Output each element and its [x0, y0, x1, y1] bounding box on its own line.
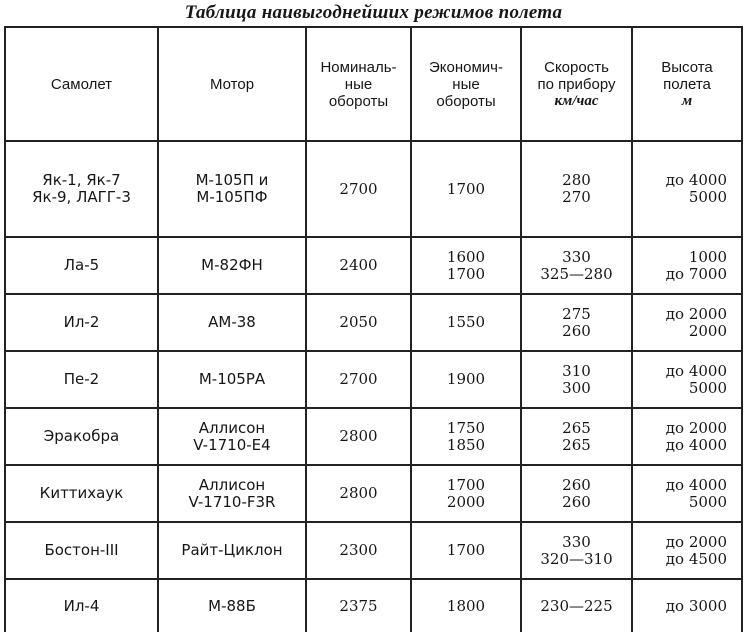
cell-line: 330 — [562, 532, 591, 551]
header-economic-rpm — [411, 27, 521, 141]
cell-line: 2375 — [339, 596, 378, 615]
cell-line: V-1710-F3R — [188, 492, 276, 511]
cell-line: 320—310 — [540, 549, 613, 568]
cell-line: V-1710-Е4 — [193, 435, 271, 454]
cell-line: Бостон-III — [44, 541, 119, 559]
cell-speed — [521, 351, 632, 408]
cell-line: 1750 — [446, 418, 486, 437]
table-row — [5, 351, 742, 408]
cell-line: 1600 — [446, 247, 486, 266]
header-speed-line: по прибору — [537, 75, 616, 93]
header-economic-line: обороты — [436, 92, 496, 110]
cell-line: Аллисон — [198, 475, 266, 494]
cell-line: Як-9, ЛАГГ-3 — [32, 188, 131, 206]
cell-motor — [158, 465, 306, 522]
cell-nominal — [306, 294, 411, 351]
cell-line: М-88Б — [208, 596, 256, 615]
cell-nominal — [306, 141, 411, 237]
header-nominal-line: ные — [344, 75, 373, 93]
cell-line: М-82ФН — [201, 256, 263, 274]
header-nominal-line: Номиналь- — [320, 58, 397, 76]
header-economic-line: Экономич- — [429, 58, 503, 76]
cell-line: 2000 — [446, 492, 486, 511]
table-row — [5, 408, 742, 465]
cell-line: 2800 — [339, 427, 378, 445]
cell-line: Як-1, Як-7 — [42, 171, 121, 189]
cell-economic — [411, 141, 521, 237]
cell-line: 1900 — [446, 370, 486, 388]
header-plane-label: Самолет — [50, 75, 113, 93]
cell-line: 1700 — [446, 179, 486, 198]
cell-altitude — [632, 408, 742, 465]
cell-altitude — [632, 522, 742, 579]
cell-line: 270 — [562, 188, 591, 206]
table-row — [5, 237, 742, 294]
cell-line: Эракобра — [43, 427, 120, 445]
cell-line: Киттихаук — [39, 484, 124, 502]
cell-speed — [521, 465, 632, 522]
cell-economic — [411, 465, 521, 522]
cell-nominal — [306, 237, 411, 294]
cell-line: 1700 — [446, 264, 486, 283]
table-row — [5, 465, 742, 522]
cell-nominal — [306, 351, 411, 408]
cell-economic — [411, 522, 521, 579]
cell-line: 275 — [562, 304, 591, 323]
header-altitude — [632, 27, 742, 141]
cell-line: 2700 — [339, 370, 378, 388]
cell-line: 1700 — [446, 541, 486, 559]
cell-altitude — [632, 141, 742, 237]
table-title: Таблица наивыгоднейших режимов полета — [184, 2, 563, 23]
cell-line: до 4500 — [665, 549, 727, 568]
cell-line: 1550 — [446, 313, 486, 331]
header-motor — [158, 27, 306, 141]
header-speed-line: Скорость — [544, 58, 609, 76]
cell-plane — [5, 237, 158, 294]
cell-altitude — [632, 237, 742, 294]
cell-line: М-105П и — [195, 171, 269, 189]
header-nominal-rpm — [306, 27, 411, 141]
cell-line: до 3000 — [665, 596, 727, 615]
cell-motor — [158, 237, 306, 294]
cell-line: до 4000 — [665, 361, 727, 380]
header-altitude-line: полета — [663, 75, 711, 93]
cell-altitude — [632, 579, 742, 632]
cell-motor — [158, 351, 306, 408]
table-row — [5, 294, 742, 351]
cell-altitude — [632, 465, 742, 522]
cell-line: 5000 — [688, 378, 727, 397]
header-speed-unit: км/час — [554, 92, 599, 109]
cell-speed — [521, 522, 632, 579]
cell-line: до 2000 — [665, 532, 727, 551]
cell-plane — [5, 579, 158, 632]
header-altitude-line: Высота — [661, 58, 713, 76]
cell-speed — [521, 408, 632, 465]
cell-motor — [158, 294, 306, 351]
cell-plane — [5, 465, 158, 522]
cell-plane — [5, 522, 158, 579]
cell-line: 280 — [562, 171, 591, 189]
cell-speed — [521, 579, 632, 632]
cell-economic — [411, 237, 521, 294]
cell-line: 260 — [562, 492, 591, 511]
cell-line: 260 — [562, 475, 591, 494]
header-row — [5, 27, 742, 141]
cell-line: 2700 — [339, 179, 378, 198]
cell-line: 1000 — [688, 247, 727, 266]
cell-line: до 4000 — [665, 475, 727, 494]
cell-line: 310 — [562, 361, 591, 380]
cell-line: Ил-2 — [63, 313, 100, 331]
cell-line: Ла-5 — [63, 256, 100, 274]
cell-line: АМ-38 — [208, 313, 256, 331]
header-plane — [5, 27, 158, 141]
cell-line: 260 — [562, 321, 591, 340]
cell-nominal — [306, 408, 411, 465]
cell-line: до 4000 — [665, 435, 727, 454]
cell-line: 1800 — [446, 596, 486, 615]
cell-plane — [5, 351, 158, 408]
cell-motor — [158, 579, 306, 632]
cell-line: 325—280 — [540, 264, 613, 283]
cell-line: до 2000 — [665, 304, 727, 323]
cell-line: 1700 — [446, 475, 486, 494]
cell-line: 300 — [562, 378, 591, 397]
cell-economic — [411, 408, 521, 465]
cell-line: 265 — [562, 435, 591, 454]
cell-economic — [411, 294, 521, 351]
cell-line: Аллисон — [198, 418, 266, 437]
cell-line: 2800 — [339, 484, 378, 502]
cell-speed — [521, 141, 632, 237]
cell-line: Пе-2 — [63, 370, 100, 388]
cell-altitude — [632, 294, 742, 351]
cell-motor — [158, 408, 306, 465]
cell-line: 5000 — [688, 188, 727, 206]
cell-line: 2400 — [339, 256, 378, 274]
cell-plane — [5, 294, 158, 351]
cell-motor — [158, 522, 306, 579]
cell-line: до 7000 — [665, 264, 727, 283]
cell-plane — [5, 141, 158, 237]
cell-line: Ил-4 — [63, 596, 100, 615]
cell-line: 330 — [562, 247, 591, 266]
cell-line: 2050 — [339, 313, 378, 331]
cell-nominal — [306, 465, 411, 522]
cell-line: 265 — [562, 418, 591, 437]
header-speed — [521, 27, 632, 141]
cell-nominal — [306, 579, 411, 632]
cell-line: М-105ПФ — [196, 188, 268, 206]
cell-line: Райт-Циклон — [181, 541, 283, 559]
cell-line: 2000 — [688, 321, 727, 340]
flight-modes-table — [4, 26, 743, 632]
cell-line: до 2000 — [665, 418, 727, 437]
table-row — [5, 522, 742, 579]
header-altitude-unit: м — [681, 92, 693, 109]
cell-line: до 4000 — [665, 171, 727, 189]
cell-line: 2300 — [339, 541, 378, 559]
table-row — [5, 579, 742, 632]
header-motor-label: Мотор — [209, 75, 255, 93]
header-nominal-line: обороты — [328, 92, 389, 110]
cell-line: 1850 — [446, 435, 486, 454]
cell-speed — [521, 237, 632, 294]
cell-speed — [521, 294, 632, 351]
cell-economic — [411, 351, 521, 408]
cell-line: 230—225 — [540, 596, 613, 615]
cell-line: 5000 — [688, 492, 727, 511]
cell-motor — [158, 141, 306, 237]
table-row — [5, 141, 742, 237]
cell-line: М-105РА — [198, 370, 266, 388]
cell-altitude — [632, 351, 742, 408]
cell-plane — [5, 408, 158, 465]
header-economic-line: ные — [452, 75, 480, 93]
cell-nominal — [306, 522, 411, 579]
cell-economic — [411, 579, 521, 632]
